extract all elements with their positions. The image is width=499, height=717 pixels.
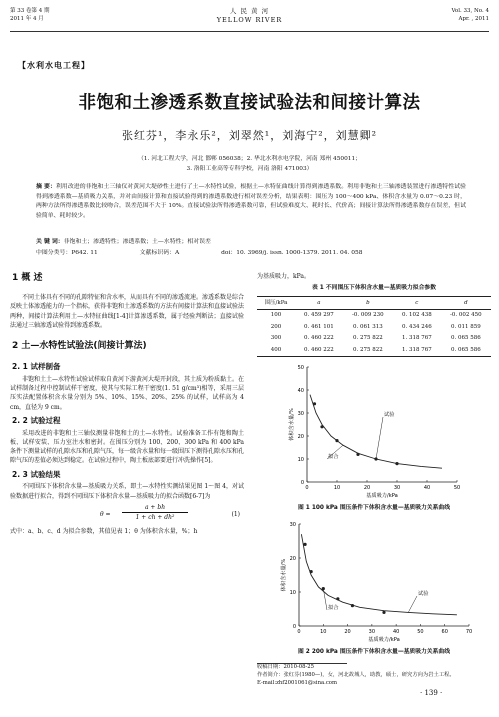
table-cell: 300 (270, 335, 282, 342)
table-cell: 0. 102 438 (401, 312, 432, 319)
x-tick-label: 30 (393, 484, 401, 491)
data-point (336, 597, 339, 600)
x-tick-label: 20 (344, 628, 351, 635)
table-header-cell: b (366, 299, 370, 306)
section-1-heading: 1 概 述 (12, 273, 43, 283)
table-cell: -0. 002 450 (450, 312, 482, 319)
equation-numerator: a + bh (122, 503, 188, 513)
page-number: · 139 · (420, 689, 443, 697)
x-tick-label: 50 (453, 484, 461, 491)
y-axis-label: 体积含水量/% (281, 558, 287, 592)
table-row (257, 309, 491, 321)
running-header (10, 6, 489, 32)
affiliation-line-2: 3. 洛阳工业高等专科学校，河南 洛阳 471003） (186, 166, 313, 172)
date-line-en: Apr. , 2011 (458, 15, 489, 22)
data-point (356, 453, 359, 456)
table-cell: 0. 460 222 (303, 346, 334, 353)
section-2-3-paragraph: 不同围压下体积含水量—基质吸力关系，即土—水特性实测结果见图 1～图 4，对试验数据进行拟合，得到不同围压下体积含水量—基质吸力的拟合函数[6-7]为 (10, 483, 244, 500)
table-header-cell: d (464, 299, 468, 306)
volume-line: 第 33 卷第 4 期 (10, 8, 50, 14)
table-header-cell: 围压/kPa (264, 299, 288, 306)
table-cell: 1. 318 767 (401, 335, 432, 342)
x-tick-label: 40 (423, 484, 431, 491)
table-header-row (257, 297, 491, 310)
figure-1-chart (257, 359, 491, 504)
section-2-3-paragraph-2: 式中：a、b、c、d 为拟合参数，其值见表 1；θ 为体积含水量，%；h (10, 527, 198, 535)
x-tick-label: 50 (417, 628, 424, 635)
abstract (36, 183, 466, 221)
date-line: 2011 年 4 月 (10, 15, 44, 22)
section-2-2-paragraph: 采用改进的非饱和土三轴仪测量非饱和土的土—水特性。试验准备工作有饱和陶土板、试样安装、压力室注水和密封。在围压分别为 100、200、300 kPa 和 400 kPa 条件下测量试样的孔隙水压和孔隙气压，每一级含水量和每一级围压下测得孔隙水压和孔隙气压的差值必须达到稳定。在试验过程中，陶土板底部要进行冲洗操作[5]。 (10, 429, 245, 465)
footnote-author: 作者简介：张红芬(1980—)，女，河北故城人，助教，硕士，研究方向为岩土工程。 (257, 671, 455, 678)
section-2-heading: 2 土—水特性试验法(间接计算法) (12, 341, 147, 352)
annotation-label: 拟合 (328, 604, 339, 611)
x-tick-label: 0 (297, 628, 301, 635)
table-cell: 0. 061 313 (352, 323, 383, 330)
data-point (313, 402, 316, 405)
equation-number: (1) (231, 510, 240, 518)
y-tick-label: 10 (289, 589, 296, 596)
keywords-label: 关 键 词： (36, 239, 64, 245)
volume-line-en: Vol. 33, No. 4 (451, 8, 489, 14)
annotation-leader (323, 588, 327, 609)
table-cell: 0. 065 586 (450, 335, 481, 342)
fit-curve (301, 534, 457, 615)
y-tick-label: 20 (297, 433, 304, 440)
section-2-1-paragraph: 非饱和土土—水特性试验试样取自黄河下游黄河大堤开封段，其土质为粉质黏土。在试样制备过程中控制试样干密度，使其与实际工程干密度(1. 51 g/cm³)相等，采用三层压实法配置体积含水量分别为 5%、10%、15%、20%、25% 的试样，试样高为 4 cm，直径为 9 cm。 (10, 375, 245, 411)
annotation-label: 拟合 (328, 453, 339, 460)
x-tick-label: 20 (363, 484, 371, 491)
table-cell: -0. 009 230 (352, 312, 384, 319)
footnote (257, 664, 491, 688)
data-point (303, 543, 306, 546)
table-1-caption: 表 1 不同围压下体积含水量—基质吸力拟合参数 (311, 285, 436, 292)
equation-denominator: 1 + ch + dh² (135, 513, 175, 521)
affiliation-line-1: （1. 河北工程大学，河北 邯郸 056038；2. 华北水利水电学院，河南 郑州 450011； (138, 156, 361, 162)
x-tick-label: 0 (305, 484, 309, 491)
footnote-email: E-mail:zhf2001061@sina.com (257, 679, 338, 686)
section-2-2-heading: 2. 2 试验过程 (12, 415, 61, 425)
keywords (36, 238, 466, 247)
author-list: 张红芬¹，李永乐²，刘翠然¹，刘海宁²，刘慧卿² (121, 129, 378, 142)
table-cell: 400 (270, 346, 282, 353)
annotation-leader (376, 417, 383, 459)
paper-title: 非饱和土渗透系数直接试验法和间接计算法 (78, 93, 421, 113)
x-tick-label: 30 (368, 628, 376, 635)
x-tick-label: 60 (441, 628, 448, 635)
journal-name-en: YELLOW RIVER (216, 16, 283, 25)
section-1-paragraph: 不同土体具有不同的孔隙特征和含水率，从而具有不同的渗透流速。渗透系数是综合反映土体渗透能力的一个指标，获得非饱和土渗透系数的方法有间接计算法和直接试验法两种，间接计算法利用土—水特征曲线[1-4]计算渗透系数，属于经验判断法；直接试验法通过三轴渗透试验得到渗透系数。 (10, 293, 245, 329)
section-tag: 【水利水电工程】 (18, 61, 90, 70)
table-cell: 0. 460 222 (303, 335, 334, 342)
y-tick-label: 20 (289, 555, 296, 562)
data-point (395, 462, 398, 465)
table-header-cell: a (317, 299, 321, 306)
continued-line: 为基质吸力，kPa。 (257, 273, 310, 280)
doi: doi：10. 3969/j. issn. 1000-1379. 2011. 04. 058 (221, 250, 363, 256)
table-header-cell: c (415, 299, 419, 306)
x-axis-label: 基质吸力/kPa (368, 636, 400, 643)
data-point (320, 425, 323, 428)
journal-name (10, 7, 489, 26)
table-row (257, 333, 491, 345)
table-cell: 0. 011 859 (450, 323, 481, 330)
equation-lhs: θ = (100, 510, 111, 518)
annotation-label: 试验 (418, 590, 429, 597)
table-cell: 0. 065 586 (450, 346, 481, 353)
keywords-text: 非饱和土；渗透特性；渗透系数；土—水特性；相对误差 (63, 239, 211, 245)
classification-line (36, 249, 466, 258)
section-2-3-heading: 2. 3 试验结果 (12, 469, 61, 479)
journal-name-cn: 人 民 黄 河 (229, 7, 270, 15)
equation-1 (10, 503, 244, 527)
abstract-text: 利用改进的非饱和土三轴仪对黄河大堤砂性土进行了土—水特性试验，根据土—水特征曲线计算得到渗透系数。利用非饱和土三轴渗透装置进行渗透特性试验得到渗透系数—基质吸力关系，并对由间接计算和直接试验得到的渗透系数进行相对误差分析，结果表明：围压为 100～400 kPa、体积含水量为 0.07～0.23 时，两种方法所得渗透系数比较吻合，误差范围不大于 10%。直接试验法所得渗透系数可靠，但试验难度大、耗时长、代价高；间接计算法所得渗透系数存在误差，但试验简单、耗时较少。 (36, 184, 466, 219)
data-point (351, 604, 354, 607)
x-tick-label: 10 (320, 628, 327, 635)
clc-number: 中图分类号：P642. 11 (36, 250, 98, 256)
table-cell: 200 (270, 323, 282, 330)
y-axis-label: 体积含水量/% (289, 408, 295, 441)
data-point (310, 570, 313, 573)
annotation-label: 试验 (384, 411, 395, 418)
table-1 (257, 296, 491, 357)
y-tick-label: 0 (292, 623, 296, 630)
x-tick-label: 40 (392, 628, 400, 635)
table-row (257, 344, 491, 356)
y-tick-label: 50 (297, 364, 304, 371)
figure-2-caption: 图 2 200 kPa 围压条件下体积含水量—基质吸力关系曲线 (297, 648, 450, 655)
section-2-1-heading: 2. 1 试样制备 (12, 362, 61, 372)
annotation-leader (408, 596, 417, 612)
journal-issue-info-en (451, 8, 489, 24)
data-point (382, 611, 385, 614)
table-cell: 100 (270, 312, 282, 319)
footnote-received: 收稿日期：2010-08-25 (257, 663, 315, 670)
x-tick-label: 10 (333, 484, 341, 491)
table-cell: 0. 459 297 (303, 312, 334, 319)
figure-2-chart (257, 516, 491, 648)
table-cell: 1. 318 767 (401, 346, 432, 353)
right-column (257, 272, 491, 688)
y-tick-label: 30 (289, 521, 296, 528)
document-code: 文献标识码：A (139, 250, 180, 256)
table-cell: 0. 434 246 (401, 323, 432, 330)
x-tick-label: 70 (465, 628, 473, 635)
y-tick-label: 0 (300, 479, 304, 486)
y-tick-label: 40 (297, 387, 304, 394)
figure-1-caption: 图 1 100 kPa 围压条件下体积含水量—基质吸力关系曲线 (297, 504, 450, 511)
abstract-label: 摘 要： (36, 184, 56, 190)
y-tick-label: 10 (297, 456, 304, 463)
table-cell: 0. 275 822 (352, 346, 383, 353)
left-column (10, 266, 244, 536)
data-point (335, 439, 338, 442)
table-row (257, 321, 491, 333)
x-axis-label: 基质吸力/kPa (366, 492, 398, 499)
y-tick-label: 30 (297, 410, 304, 417)
table-cell: 0. 275 822 (352, 335, 383, 342)
table-cell: 0. 461 101 (303, 323, 334, 330)
